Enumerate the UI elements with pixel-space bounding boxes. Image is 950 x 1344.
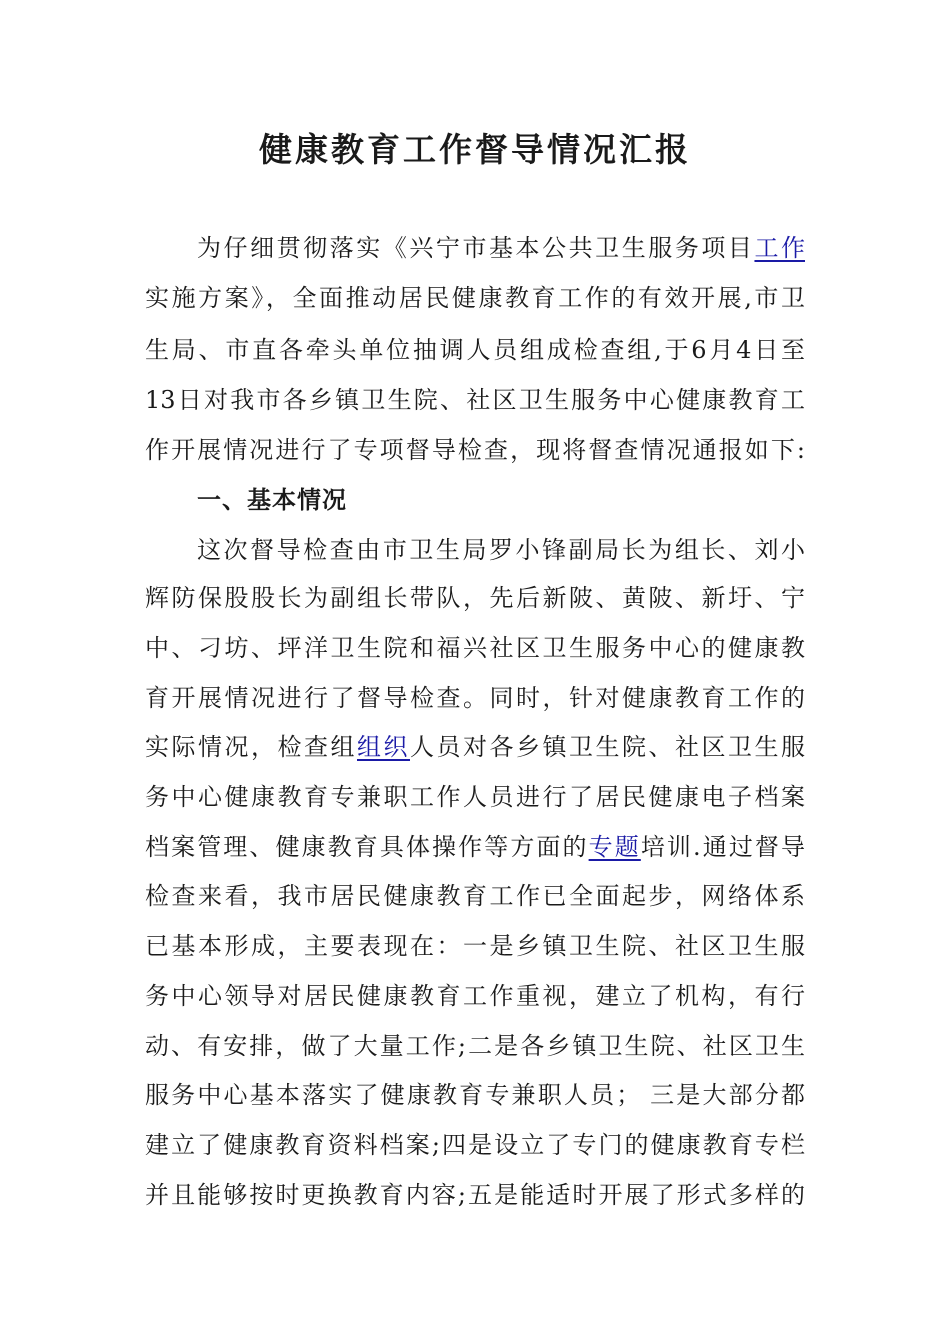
paragraph-line: 作开展情况进行了专项督导检查，现将督查情况通报如下: xyxy=(145,436,805,464)
paragraph-line: 生局、市直各牵头单位抽调人员组成检查组,于6月4日至 xyxy=(145,336,805,364)
paragraph-line: 实施方案》，全面推动居民健康教育工作的有效开展,市卫 xyxy=(145,284,805,312)
paragraph-line: 辉防保股股长为副组长带队，先后新陂、黄陂、新圩、宁 xyxy=(145,584,805,612)
paragraph-line: 服务中心基本落实了健康教育专兼职人员； 三是大部分都 xyxy=(145,1081,805,1109)
text-run: 为仔细贯彻落实《兴宁市基本公共卫生服务项目 xyxy=(197,234,755,262)
paragraph-line: 这次督导检查由市卫生局罗小锋副局长为组长、刘小 xyxy=(197,536,805,564)
text-run: 人员对各乡镇卫生院、社区卫生服 xyxy=(410,733,805,761)
link-gongzuo[interactable]: 工作 xyxy=(754,234,805,262)
paragraph-line: 育开展情况进行了督导检查。同时，针对健康教育工作的 xyxy=(145,684,805,712)
paragraph-line: 检查来看，我市居民健康教育工作已全面起步，网络体系 xyxy=(145,882,805,910)
paragraph-line: 13日对我市各乡镇卫生院、社区卫生服务中心健康教育工 xyxy=(145,386,805,414)
document-title: 健康教育工作督导情况汇报 xyxy=(259,130,691,169)
paragraph-line: 已基本形成，主要表现在：一是乡镇卫生院、社区卫生服 xyxy=(145,932,805,960)
paragraph-line: 动、有安排，做了大量工作;二是各乡镇卫生院、社区卫生 xyxy=(145,1032,805,1060)
paragraph-line: 务中心健康教育专兼职工作人员进行了居民健康电子档案 xyxy=(145,783,805,811)
link-zhuanti[interactable]: 专题 xyxy=(588,833,641,861)
text-run: 实际情况，检查组 xyxy=(145,733,357,761)
paragraph-line: 务中心领导对居民健康教育工作重视，建立了机构，有行 xyxy=(145,982,805,1010)
paragraph-line: 并且能够按时更换教育内容;五是能适时开展了形式多样的 xyxy=(145,1181,805,1209)
paragraph-line: 中、刁坊、坪洋卫生院和福兴社区卫生服务中心的健康教 xyxy=(145,634,805,662)
section-heading: 一、基本情况 xyxy=(197,485,347,514)
paragraph-line: 建立了健康教育资料档案;四是设立了专门的健康教育专栏 xyxy=(145,1131,805,1159)
link-zuzhi[interactable]: 组织 xyxy=(357,733,410,761)
paragraph-line xyxy=(145,731,805,763)
paragraph-line xyxy=(197,232,805,264)
text-run: 培训.通过督导 xyxy=(640,833,806,861)
paragraph-line xyxy=(145,831,805,863)
text-run: 档案管理、健康教育具体操作等方面的 xyxy=(145,833,589,861)
